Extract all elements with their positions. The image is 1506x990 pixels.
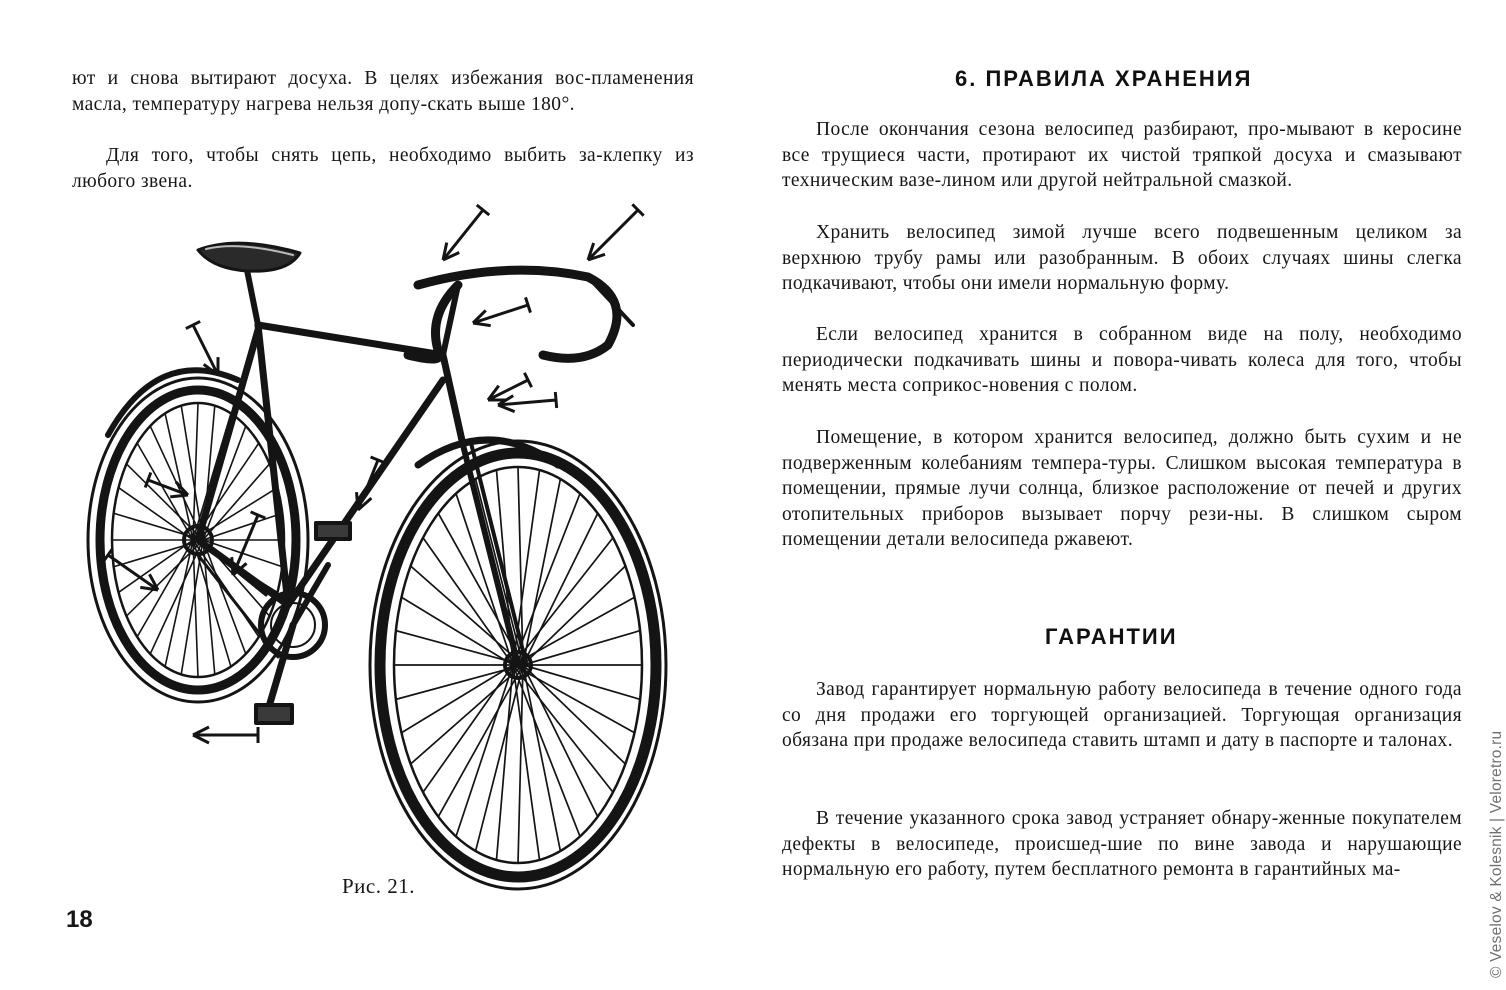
paragraph-chain-removal: Для того, чтобы снять цепь, необходимо выбить за-клепку из любого звена.	[72, 145, 694, 192]
paragraph-guarantee-period: Завод гарантирует нормальную работу велосипеда в течение одного года со дня продажи его торгующей организацией. Торгующая организация обязана при продаже велосипеда ставить штамп и дату в паспорте и талонах.	[782, 679, 1462, 752]
pointer-arrow	[488, 373, 532, 400]
handlebars	[408, 270, 633, 359]
bicycle-figure	[88, 205, 728, 905]
front-spoke	[423, 665, 513, 792]
pointer-arrow	[588, 204, 644, 260]
page-number: 18	[66, 906, 93, 933]
pointer-arrow	[498, 392, 557, 412]
copyright-watermark: © Veselov & Kolesnik | Veloretro.ru	[1488, 730, 1505, 978]
saddle	[198, 243, 300, 271]
front-spoke	[513, 597, 635, 665]
paragraph-room-conditions: Помещение, в котором хранится велосипед, должно быть сухим и не подверженным колебаниям темпера-туры. Слишком высокая температура в помещении, прямые лучи солнца, близкое расположение от печей и других отопительных приборов вызывает порчу рези-ны. В слишком сыром помещении детали велосипеда ржавеют.	[782, 427, 1462, 551]
front-spoke	[523, 513, 598, 665]
front-spoke	[438, 665, 523, 817]
rear-spoke	[165, 540, 193, 667]
paragraph-defect-repair: В течение указанного срока завод устраняет обнару-женные покупателем дефекты в велосипеде, происшед-шие по вине завода и нарушающие нормальную его работу, путем бесплатного ремонта в гарантийных ма-	[782, 808, 1462, 881]
bicycle-illustration	[88, 205, 728, 905]
front-spoke	[513, 494, 580, 665]
front-spoke	[523, 479, 560, 665]
front-spoke	[523, 665, 560, 851]
pointer-arrow	[193, 727, 258, 743]
front-spoke	[513, 665, 635, 733]
pointer-arrow	[473, 297, 530, 325]
front-spoke	[518, 665, 523, 863]
rear-spoke	[193, 403, 198, 540]
figure-caption: Рис. 21.	[342, 874, 415, 898]
guarantee-heading: ГАРАНТИИ	[1045, 624, 1178, 649]
rear-spoke	[165, 413, 193, 540]
right-page	[760, 0, 1500, 990]
paragraph-floor-storage: Если велосипед хранится в собранном виде на полу, необходимо периодически подкачивать шины и повора-чивать колеса для того, чтобы менять места соприкос-новения с полом.	[782, 324, 1462, 397]
paragraph-season-end: После окончания сезона велосипед разбирают, про-мывают в керосине все трущиеся части, протирают их чистой тряпкой досуха и смазывают техническим вазе-лином или другой нейтральной смазкой.	[782, 119, 1462, 192]
front-spoke	[456, 665, 513, 836]
paragraph-oil-temperature: ют и снова вытирают досуха. В целях избежания вос-пламенения масла, температуру нагрева нельзя допу-скать выше 180°.	[72, 68, 694, 115]
front-spoke	[523, 665, 598, 817]
storage-heading: 6. ПРАВИЛА ХРАНЕНИЯ	[955, 66, 1253, 91]
pointer-arrow	[186, 321, 218, 375]
paragraph-winter-storage: Хранить велосипед зимой лучше всего подвешенным целиком за верхнюю трубу рамы или разобранным. В обоих случаях шины слегка подкачивают, чтобы они имели нормальную форму.	[782, 222, 1462, 295]
pointer-arrow	[443, 205, 489, 260]
rear-spoke	[181, 540, 203, 674]
